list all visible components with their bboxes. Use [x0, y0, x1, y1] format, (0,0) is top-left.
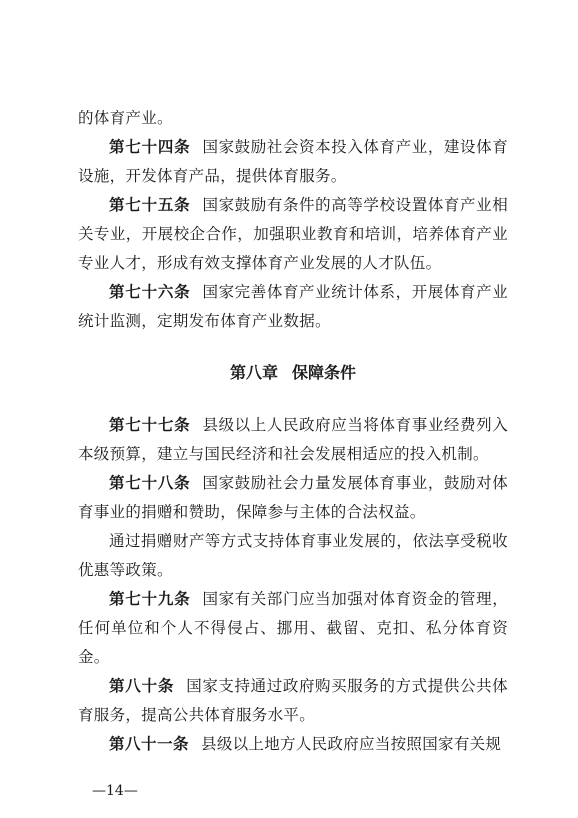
- article-number: 第八十一条: [109, 735, 190, 753]
- article-number: 第七十六条: [109, 283, 191, 301]
- article-text: 县级以上地方人民政府应当按照国家有关规: [201, 735, 502, 753]
- intro-line: 的体育产业。: [78, 109, 173, 127]
- article-text: 县级以上人民政府应当将体育事业经费列入本级预算，建立与国民经济和社会发展相适应的投入机制。: [78, 416, 508, 463]
- page-number: —14—: [92, 783, 138, 799]
- article-number: 第七十八条: [109, 474, 191, 492]
- article-74: [78, 133, 508, 191]
- article-text: 国家鼓励社会力量发展体育事业，鼓励对体育事业的捐赠和赞助，保障参与主体的合法权益。: [78, 474, 508, 521]
- article-text: 国家鼓励有条件的高等学校设置体育产业相关专业，开展校企合作，加强职业教育和培训，培养体育产业专业人才，形成有效支撑体育产业发展的人才队伍。: [78, 196, 508, 272]
- article-number: 第八十条: [109, 677, 175, 695]
- article-76: [78, 278, 508, 336]
- chapter-title: 保障条件: [292, 363, 357, 382]
- article-text: 国家完善体育产业统计体系，开展体育产业统计监测，定期发布体育产业数据。: [78, 283, 508, 330]
- article-text: 国家有关部门应当加强对体育资金的管理，任何单位和个人不得侵占、挪用、截留、克扣、私分体育资金。: [78, 590, 508, 666]
- article-number: 第七十四条: [109, 138, 191, 156]
- article-78-paragraph-2: [78, 527, 508, 585]
- chapter-number: 第八章: [229, 363, 278, 382]
- document-page: [78, 104, 508, 759]
- article-81: [78, 730, 508, 759]
- article-79: [78, 585, 508, 672]
- article-number: 第七十九条: [109, 590, 191, 608]
- article-text: 国家支持通过政府购买服务的方式提供公共体育服务，提高公共体育服务水平。: [78, 677, 508, 724]
- article-75: [78, 191, 508, 278]
- article-number: 第七十七条: [109, 416, 191, 434]
- article-text: 国家鼓励社会资本投入体育产业，建设体育设施，开发体育产品，提供体育服务。: [78, 138, 508, 185]
- chapter-heading: [78, 358, 508, 387]
- article-text: 通过捐赠财产等方式支持体育事业发展的，依法享受税收优惠等政策。: [78, 532, 508, 579]
- article-77: [78, 411, 508, 469]
- article-number: 第七十五条: [109, 196, 191, 214]
- article-78: [78, 469, 508, 527]
- article-80: [78, 672, 508, 730]
